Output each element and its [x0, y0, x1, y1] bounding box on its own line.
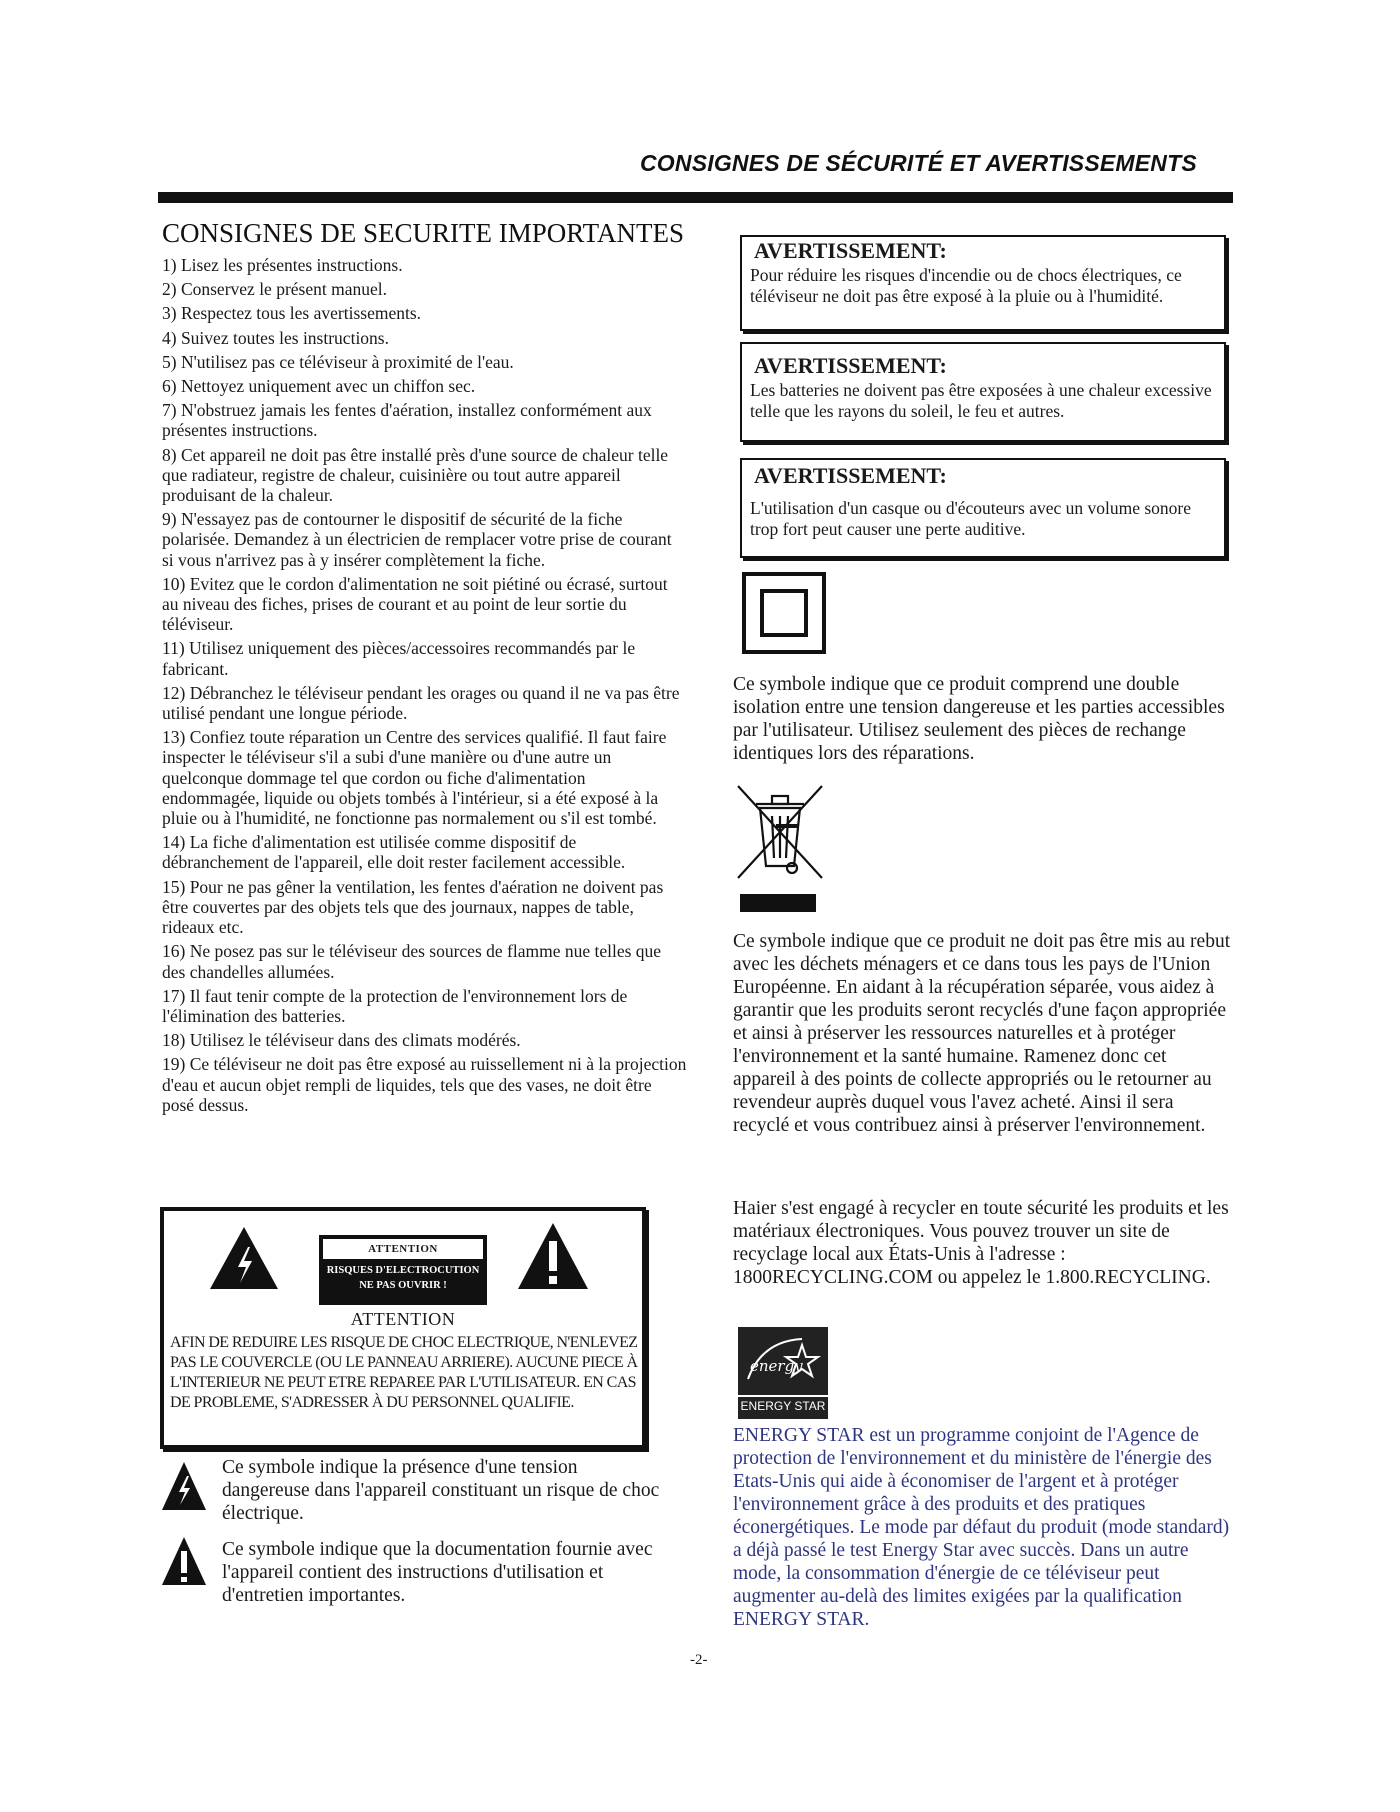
instruction-item: 12) Débranchez le téléviseur pendant les orages ou quand il ne va pas être utilisé pendant une longue période. — [162, 682, 680, 724]
instruction-item: 13) Confiez toute réparation un Centre des services qualifié. Il faut faire inspecter le téléviseur s'il a subi d'une manière ou d'une autre un quelconque dommage tel que cordon ou fiche d'alimentation endommagée, liquide ou objets tombés à l'intérieur, si a été exposé à la pluie ou à l'humidité, ne fonctionne pas normalement ou s'il est tombé. — [162, 727, 667, 829]
warning-text: L'utilisation d'un casque ou d'écouteurs avec un volume sonore trop fort peut causer une perte auditive. — [750, 498, 1192, 539]
instruction-item: 3) Respectez tous les avertissements. — [162, 303, 422, 324]
instruction-item: 18) Utilisez le téléviseur dans des climats modérés. — [162, 1030, 521, 1051]
energy-logo-script: energy — [750, 1357, 803, 1375]
energy-star-logo — [738, 1327, 828, 1419]
section-title: CONSIGNES DE SECURITE IMPORTANTES — [162, 218, 684, 248]
instruction-item: 4) Suivez toutes les instructions. — [162, 327, 389, 348]
warning-text: Pour réduire les risques d'incendie ou de chocs électriques, ce téléviseur ne doit pas être exposé à la pluie ou à l'humidité. — [750, 265, 1182, 306]
exclamation-symbol-text: Ce symbole indique que la documentation fournie avec l'appareil contient des instructions d'utilisation et d'entretien importantes. — [222, 1539, 653, 1606]
instruction-list — [162, 255, 687, 1119]
warning-text: Les batteries ne doivent pas être exposées à une chaleur excessive telle que les rayons du soleil, le feu et autres. — [750, 380, 1212, 421]
energy-star-icon — [742, 1331, 824, 1393]
instruction-item: 8) Cet appareil ne doit pas être installé près d'une source de chaleur telle que radiateur, registre de chaleur, cuisinière ou tout autre appareil produisant de la chaleur. — [162, 444, 669, 506]
instruction-item: 2) Conservez le présent manuel. — [162, 279, 387, 300]
warning-title: AVERTISSEMENT: — [754, 463, 947, 488]
energy-star-text: ENERGY STAR est un programme conjoint de l'Agence de protection de l'environnement et du ministère de l'énergie des Etats-Unis qui aide à économiser de l'argent et à protéger l'environnement grâce à des produits et des pratiques éconergétiques. Le mode par défaut du produit (mode standard) a déjà passé le test Energy Star avec succès. Dans un autre mode, la consommation d'énergie de ce téléviseur peut augmenter au-delà des limites exigées par la qualification ENERGY STAR. — [733, 1425, 1230, 1630]
caution-box — [160, 1207, 646, 1449]
caution-label — [319, 1235, 487, 1305]
warning-box — [740, 458, 1226, 558]
header-rule — [158, 192, 1233, 203]
instruction-item: 9) N'essayez pas de contourner le dispositif de sécurité de la fiche polarisée. Demandez à un électricien de remplacer votre prise de courant si vous n'arrivez pas à y insérer complètement la fiche. — [162, 509, 672, 570]
lightning-symbol-icon — [160, 1460, 208, 1512]
crossed-bin-icon — [732, 780, 826, 914]
instruction-item: 15) Pour ne pas gêner la ventilation, les fentes d'aération ne doivent pas être couvertes par des objets tels que des journaux, nappes de table, rideaux etc. — [162, 876, 664, 938]
warning-box — [740, 342, 1226, 442]
instruction-item: 6) Nettoyez uniquement avec un chiffon sec. — [162, 376, 476, 397]
lightning-symbol-text: Ce symbole indique la présence d'une tension dangereuse dans l'appareil constituant un risque de choc électrique. — [222, 1457, 660, 1524]
instruction-item: 16) Ne posez pas sur le téléviseur des sources de flamme nue telles que des chandelles allumées. — [162, 941, 662, 982]
weee-text: Ce symbole indique que ce produit ne doit pas être mis au rebut avec les déchets ménagers et ce dans tous les pays de l'Union Européenne. En aidant à la récupération séparée, vous aidez à garantir que les produits seront recyclés d'une façon appropriée et ainsi à préserver les ressources naturelles et à protéger l'environnement et la santé humaine. Ramenez donc cet appareil à des points de collecte appropriés ou le retourner au revendeur auprès duquel vous l'avez acheté. Ainsi il sera recyclé et vous contribuez ainsi à préserver l'environnement. — [733, 931, 1231, 1136]
recycling-text: Haier s'est engagé à recycler en toute sécurité les produits et les matériaux électroniques. Vous pouvez trouver un site de recyclage local aux États-Unis à l'adresse : 1800RECYCLING.COM ou appelez le 1.800.RECYCLING. — [733, 1198, 1229, 1288]
page-number: -2- — [690, 1652, 708, 1668]
instruction-item: 7) N'obstruez jamais les fentes d'aération, installez conformément aux présentes instructions. — [162, 400, 652, 441]
page-header-title: CONSIGNES DE SÉCURITÉ ET AVERTISSEMENTS — [640, 150, 1197, 176]
warning-title: AVERTISSEMENT: — [754, 353, 947, 378]
double-insulation-icon — [742, 572, 826, 654]
instruction-item: 1) Lisez les présentes instructions. — [162, 255, 403, 275]
caution-label-top: ATTENTION — [323, 1239, 483, 1259]
instruction-item: 19) Ce téléviseur ne doit pas être exposé au ruissellement ni à la projection d'eau et aucun objet rempli de liquides, tels que des vases, ne doit être posé dessus. — [162, 1054, 687, 1115]
instruction-item: 14) La fiche d'alimentation est utilisée comme dispositif de débranchement de l'appareil, elle doit rester facilement accessible. — [162, 832, 626, 873]
caution-label-line: RISQUES D'ELECTROCUTION — [326, 1265, 480, 1276]
instruction-item: 11) Utilisez uniquement des pièces/accessoires recommandés par le fabricant. — [162, 638, 636, 679]
instruction-item: 10) Evitez que le cordon d'alimentation ne soit piétiné ou écrasé, surtout au niveau des fiches, prises de courant et au point de leur sortie du téléviseur. — [162, 573, 668, 635]
caution-body: AFIN DE REDUIRE LES RISQUE DE CHOC ELECTRIQUE, N'ENLEVEZ PAS LE COUVERCLE (OU LE PANNEAU ARRIERE). AUCUNE PIECE À L'INTERIEUR NE PEUT ETRE REPAREE PAR L'UTILISATEUR. EN CAS DE PROBLEME, S'ADRESSER À DU PERSONNEL QUALIFIE. — [170, 1334, 638, 1411]
caution-label-bottom — [321, 1263, 485, 1293]
exclamation-warning-icon — [516, 1221, 590, 1291]
caution-heading: ATTENTION — [350, 1309, 456, 1329]
warning-title: AVERTISSEMENT: — [754, 238, 947, 263]
energy-logo-divider — [738, 1395, 828, 1397]
exclamation-symbol-icon — [160, 1535, 208, 1587]
caution-label-line: NE PAS OUVRIR ! — [359, 1280, 447, 1291]
energy-logo-label: ENERGY STAR — [740, 1399, 826, 1413]
lightning-warning-icon — [208, 1225, 280, 1291]
double-insulation-text: Ce symbole indique que ce produit comprend une double isolation entre une tension dangereuse et les parties accessibles par l'utilisateur. Utilisez seulement des pièces de rechange identiques lors des réparations. — [733, 674, 1225, 764]
instruction-item: 5) N'utilisez pas ce téléviseur à proximité de l'eau. — [162, 351, 514, 372]
instruction-item: 17) Il faut tenir compte de la protection de l'environnement lors de l'élimination des batteries. — [162, 985, 628, 1026]
warning-box — [740, 235, 1226, 331]
